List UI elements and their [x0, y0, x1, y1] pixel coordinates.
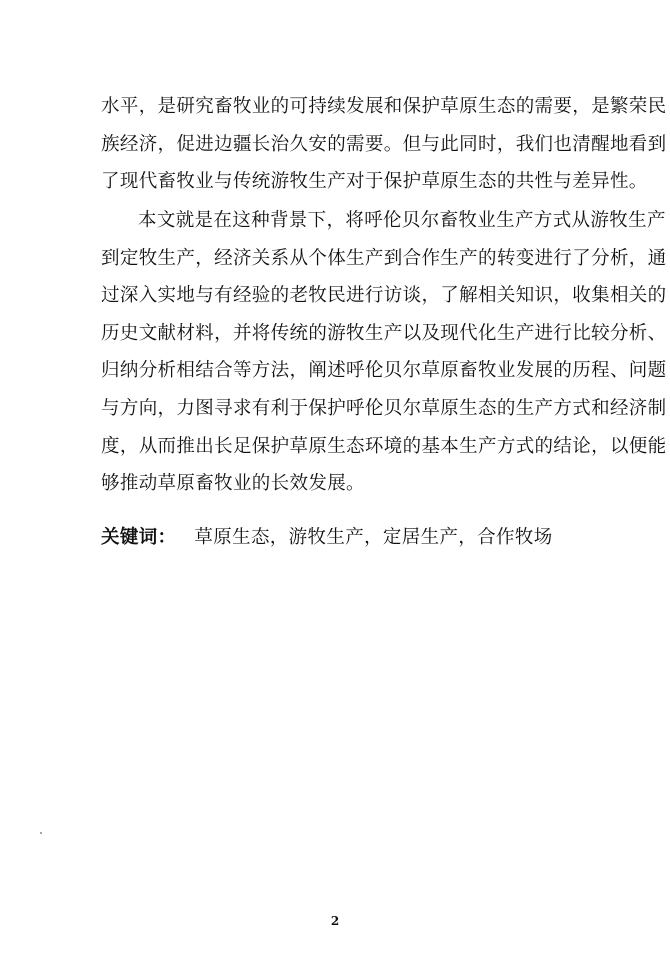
scan-speck [40, 832, 42, 834]
text-line: 族经济，促进边疆长治久安的需要。但与此同时，我们也清醒地看到 [101, 133, 667, 155]
text-line: 够推动草原畜牧业的长效发展。 [101, 473, 365, 495]
text-line: 过深入实地与有经验的老牧民进行访谈，了解相关知识，收集相关的 [101, 285, 667, 307]
keywords-label: 关键词： [101, 527, 177, 548]
text-line: 度，从而推出长足保护草原生态环境的基本生产方式的结论，以便能 [101, 435, 667, 457]
keywords-value: 草原生态，游牧生产，定居生产，合作牧场 [194, 527, 553, 548]
text-line: 归纳分析相结合等方法，阐述呼伦贝尔草原畜牧业发展的历程、问题 [101, 360, 667, 382]
keywords-line [101, 524, 553, 552]
page-number: 2 [330, 914, 340, 928]
paragraph-abstract [101, 202, 667, 503]
text-line: 历史文献材料，并将传统的游牧生产以及现代化生产进行比较分析、 [101, 322, 667, 344]
text-line: 与方向，力图寻求有利于保护呼伦贝尔草原生态的生产方式和经济制 [101, 397, 667, 419]
text-line-first [101, 202, 666, 240]
text-line: 水平，是研究畜牧业的可持续发展和保护草原生态的需要，是繁荣民 [101, 96, 667, 117]
text-line-content: 本文就是在这种背景下，将呼伦贝尔畜牧业生产方式从游牧生产 [138, 210, 666, 231]
text-line: 了现代畜牧业与传统游牧生产对于保护草原生态的共性与差异性。 [101, 171, 648, 193]
text-line: 到定牧生产，经济关系从个体生产到合作生产的转变进行了分析，通 [101, 247, 667, 269]
paragraph-continuation [101, 88, 667, 201]
